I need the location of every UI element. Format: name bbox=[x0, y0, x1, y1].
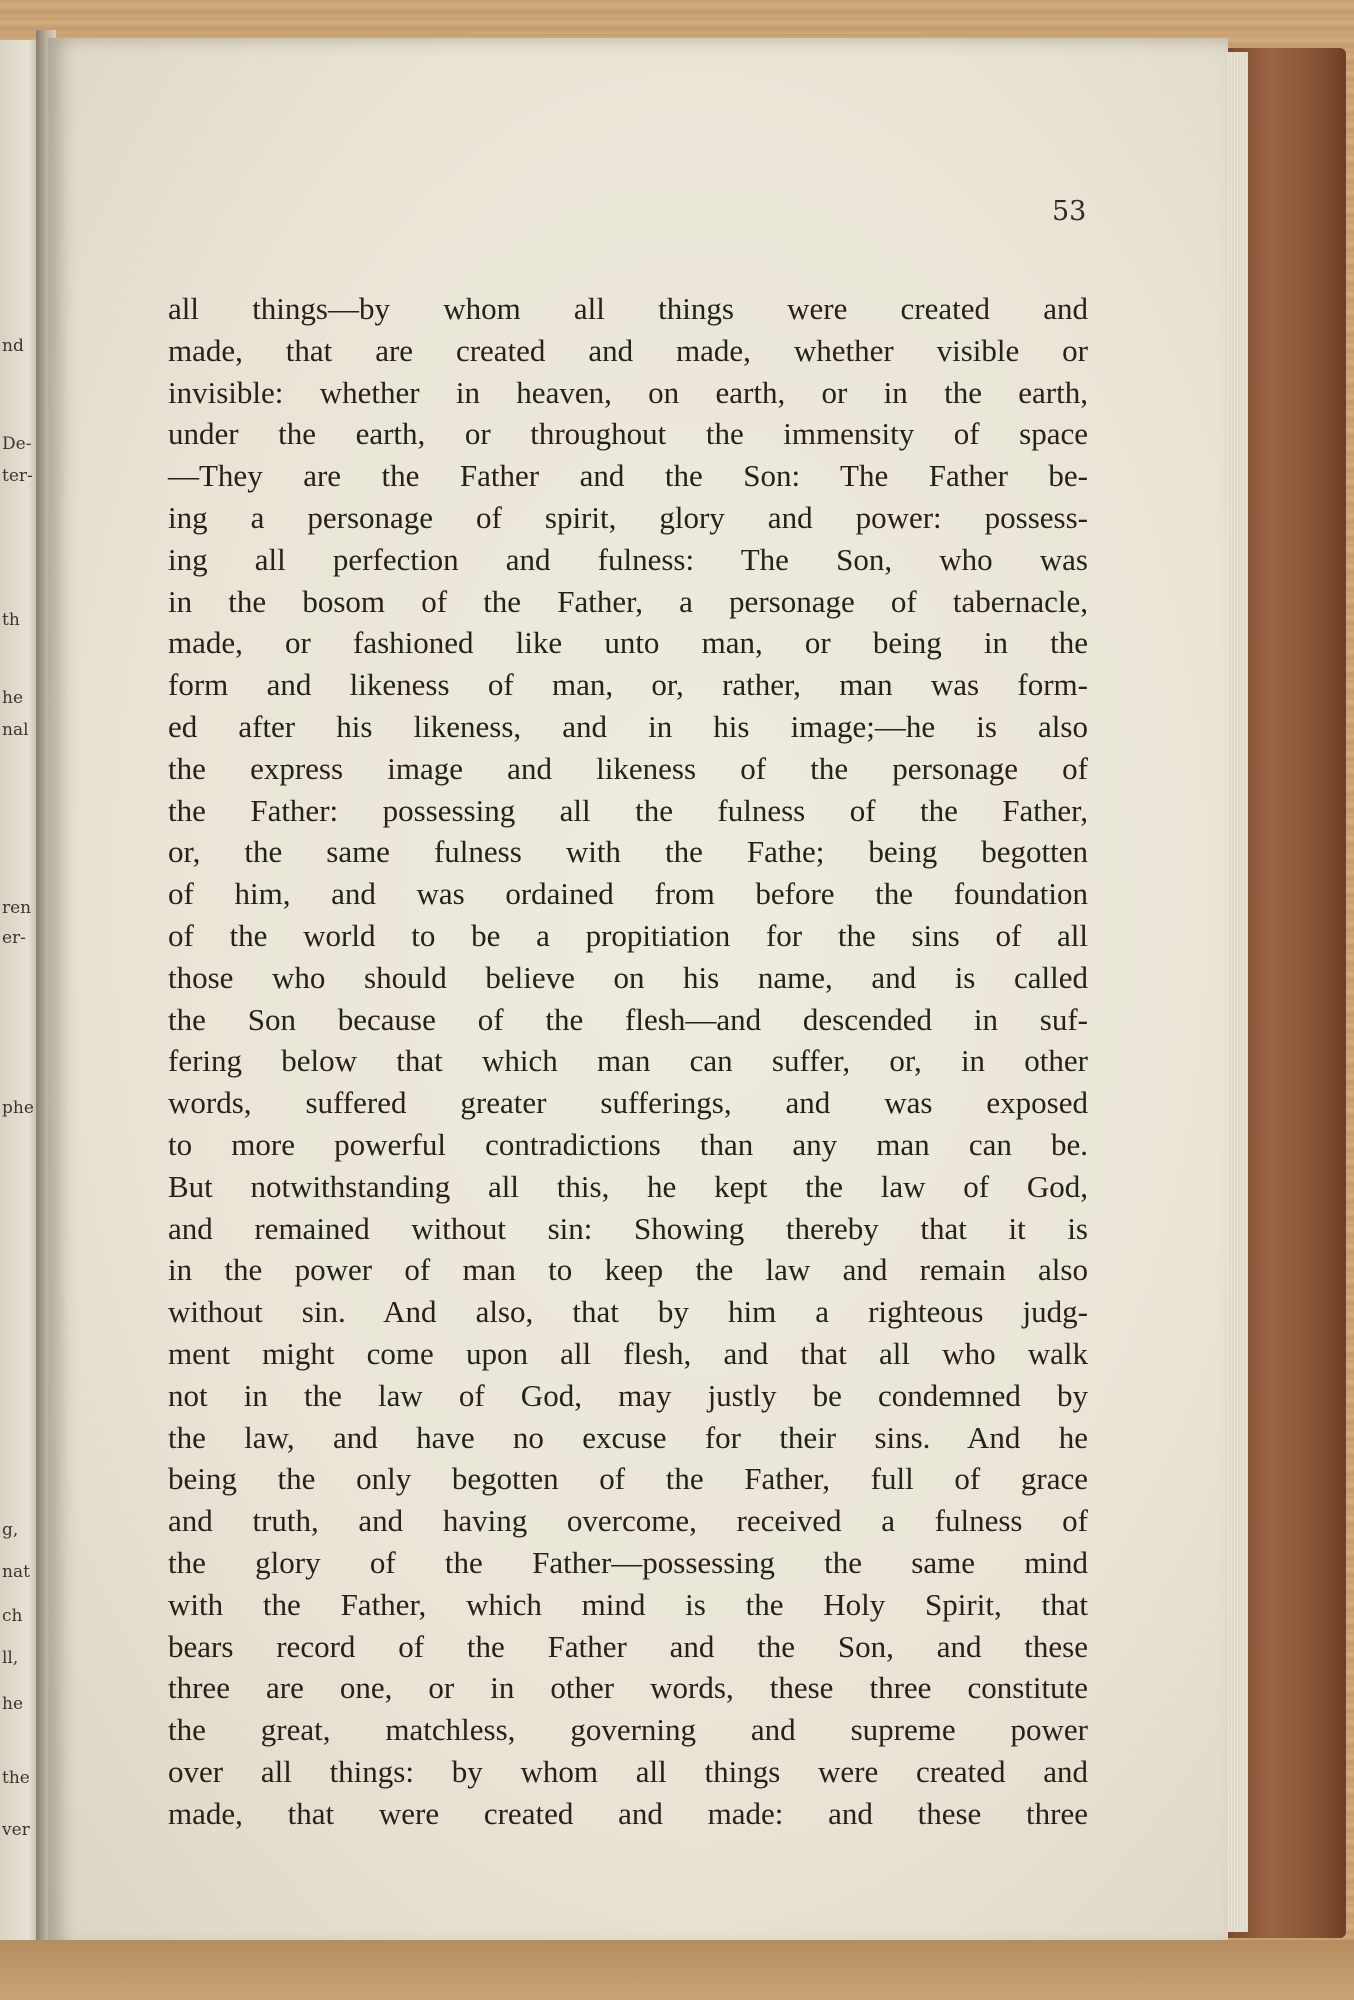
left-page-margin bbox=[0, 40, 40, 1945]
text-line: all things—by whom all things were created and bbox=[168, 291, 1088, 326]
text-line: made, that are created and made, whether visible or bbox=[168, 332, 1088, 368]
text-line: ed after his likeness, and in his image;—he is also bbox=[168, 708, 1088, 744]
left-page-fragment: he bbox=[2, 1694, 24, 1714]
left-page-fragment: phe bbox=[2, 1098, 34, 1118]
text-line: and remained without sin: Showing thereby that it is bbox=[168, 1210, 1088, 1246]
text-line: under the earth, or throughout the immensity of space bbox=[168, 416, 1088, 452]
text-line: made, that were created and made: and these three bbox=[168, 1795, 1088, 1831]
text-line: to more powerful contradictions than any man can be. bbox=[168, 1126, 1088, 1162]
left-page-fragment: th bbox=[2, 610, 20, 630]
text-line: the Father: possessing all the fulness of the Father, bbox=[168, 792, 1088, 828]
left-page-fragment: the bbox=[2, 1768, 30, 1788]
left-page-fragment: ver bbox=[2, 1820, 30, 1840]
text-line: of him, and was ordained from before the foundation bbox=[168, 876, 1088, 912]
text-line: three are one, or in other words, these three constitute bbox=[168, 1670, 1088, 1706]
left-page-fragment: ch bbox=[2, 1606, 23, 1626]
text-line: and truth, and having overcome, received a fulness of bbox=[168, 1503, 1088, 1539]
left-page-fragment: nat bbox=[2, 1562, 30, 1582]
text-line: ment might come upon all flesh, and that all who walk bbox=[168, 1335, 1088, 1371]
text-line: bears record of the Father and the Son, and these bbox=[168, 1628, 1088, 1664]
text-line: in the power of man to keep the law and remain also bbox=[168, 1252, 1088, 1288]
text-line: in the bosom of the Father, a personage of tabernacle, bbox=[168, 583, 1088, 619]
wooden-surface-bottom bbox=[0, 1940, 1354, 2000]
text-line: being the only begotten of the Father, full of grace bbox=[168, 1461, 1088, 1497]
text-line: without sin. And also, that by him a righteous judg- bbox=[168, 1294, 1088, 1330]
text-line: made, or fashioned like unto man, or being in the bbox=[168, 625, 1088, 661]
page-number: 53 bbox=[1052, 196, 1087, 227]
text-line: words, suffered greater sufferings, and was exposed bbox=[168, 1085, 1088, 1121]
left-page-fragment: he bbox=[2, 688, 24, 708]
left-page-fragment: ren bbox=[2, 898, 32, 918]
left-page-fragment: er- bbox=[2, 928, 26, 948]
text-line: with the Father, which mind is the Holy Spirit, that bbox=[168, 1586, 1088, 1622]
text-line: fering below that which man can suffer, or, in other bbox=[168, 1043, 1088, 1079]
left-page-fragment: ter- bbox=[2, 466, 33, 486]
text-line: form and likeness of man, or, rather, man was form- bbox=[168, 667, 1088, 703]
text-line: not in the law of God, may justly be condemned by bbox=[168, 1377, 1088, 1413]
left-page-fragment: De- bbox=[2, 434, 32, 454]
left-page-fragment: nal bbox=[2, 720, 29, 740]
text-line: the great, matchless, governing and supreme power bbox=[168, 1712, 1088, 1748]
text-line: over all things: by whom all things were created and bbox=[168, 1753, 1088, 1789]
text-line: the express image and likeness of the personage of bbox=[168, 750, 1088, 786]
text-line: those who should believe on his name, and is called bbox=[168, 959, 1088, 995]
text-line: —They are the Father and the Son: The Father be- bbox=[168, 458, 1088, 494]
text-line: the law, and have no excuse for their sins. And he bbox=[168, 1419, 1088, 1455]
text-line: ing a personage of spirit, glory and power: possess- bbox=[168, 499, 1088, 535]
left-page-fragment: ll, bbox=[2, 1648, 19, 1668]
left-page-fragment: g, bbox=[2, 1520, 19, 1540]
text-line: But notwithstanding all this, he kept the law of God, bbox=[168, 1168, 1088, 1204]
text-line: or, the same fulness with the Fathe; being begotten bbox=[168, 834, 1088, 870]
text-line: of the world to be a propitiation for the sins of all bbox=[168, 917, 1088, 953]
text-line: the glory of the Father—possessing the same mind bbox=[168, 1544, 1088, 1580]
page-body-text bbox=[168, 288, 1088, 1834]
text-line: the Son because of the flesh—and descended in suf- bbox=[168, 1001, 1088, 1037]
left-page-fragment: nd bbox=[2, 336, 24, 356]
text-line: ing all perfection and fulness: The Son, who was bbox=[168, 541, 1088, 577]
book-page bbox=[48, 38, 1228, 1950]
text-line: invisible: whether in heaven, on earth, or in the earth, bbox=[168, 374, 1088, 410]
